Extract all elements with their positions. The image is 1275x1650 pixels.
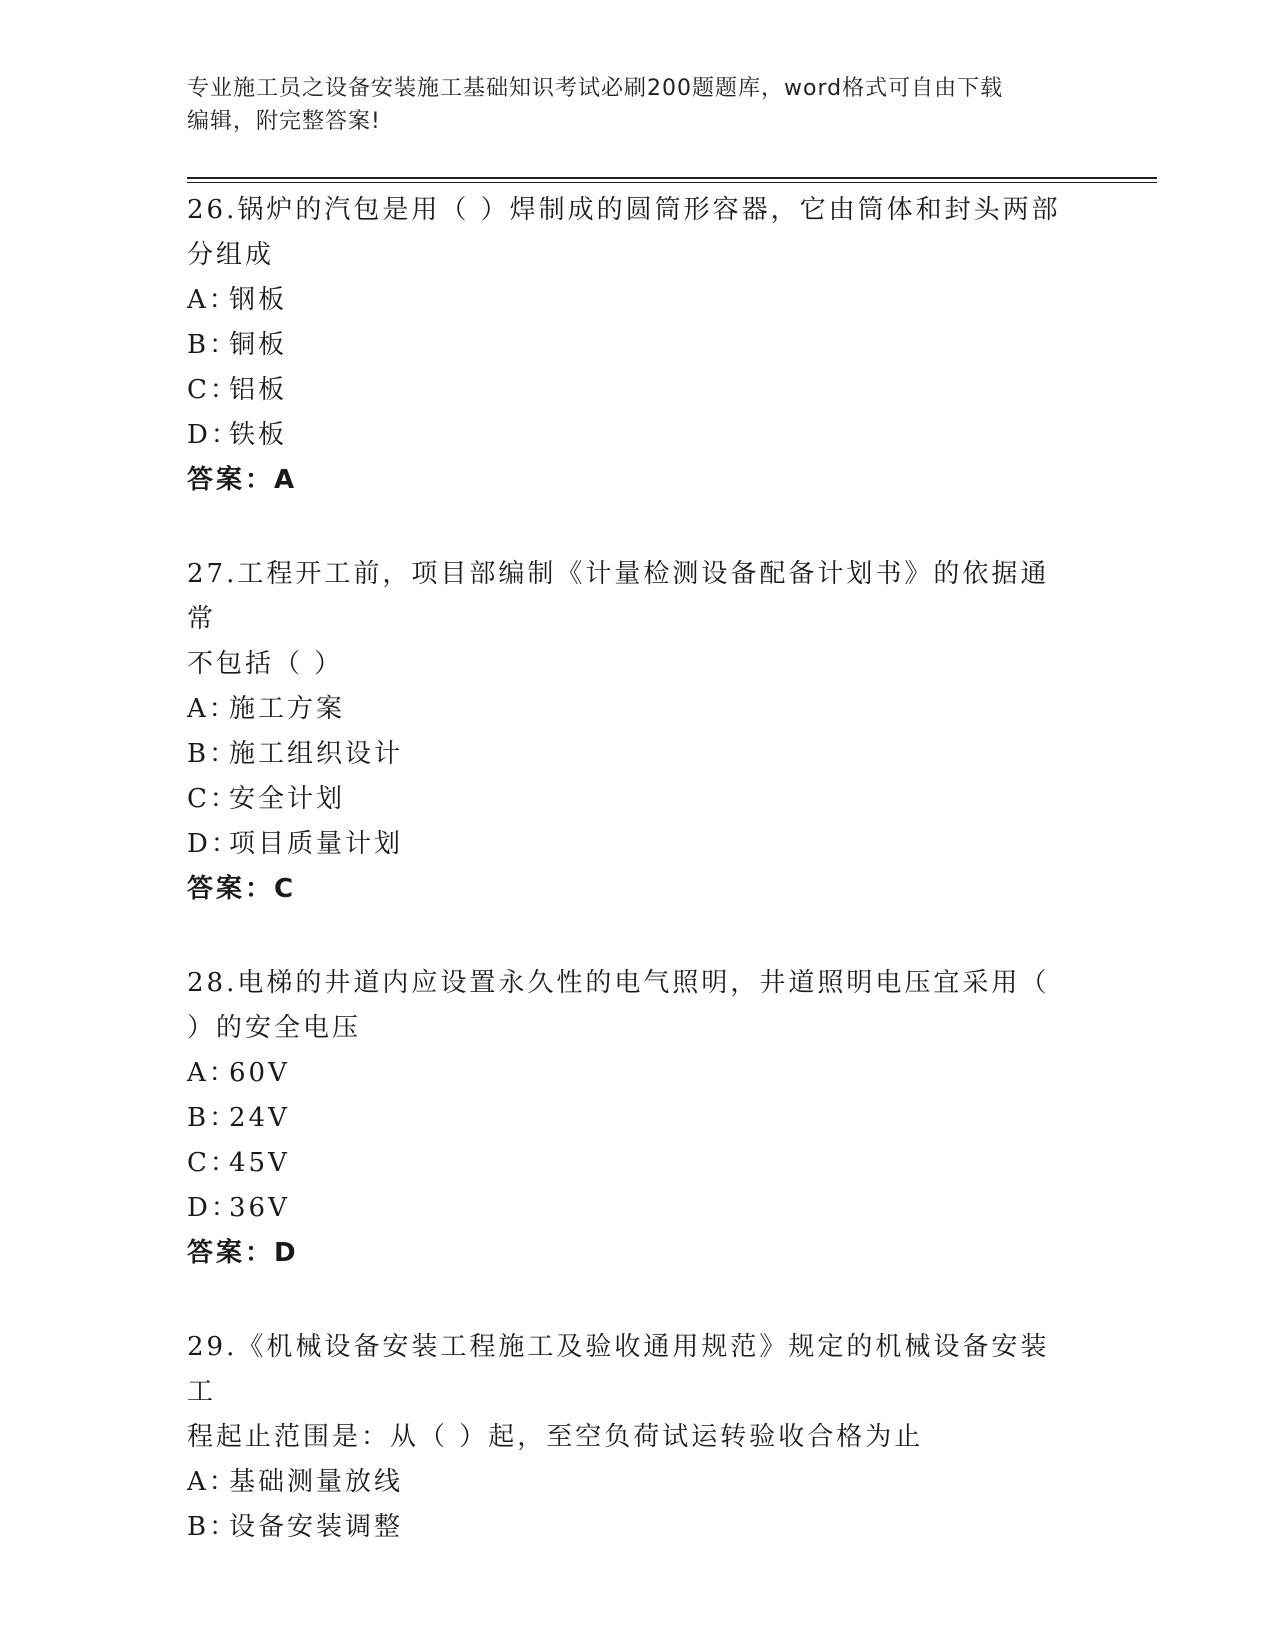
question-number: 26. — [187, 195, 238, 225]
answer-label: 答案：D — [187, 1238, 299, 1268]
header-line-1: 专业施工员之设备安装施工基础知识考试必刷200题题库，word格式可自由下载 — [187, 76, 1004, 101]
question-text — [187, 552, 1067, 642]
option-text: 45V — [229, 1148, 290, 1178]
answer-label: 答案：C — [187, 874, 297, 904]
question-26 — [187, 188, 1067, 503]
question-text-line-1: 锅炉的汽包是用（ ）焊制成的圆筒形容器，它由筒体和封头两部 — [237, 195, 1061, 225]
option-b — [187, 732, 1067, 777]
option-letter: D： — [187, 1193, 240, 1223]
option-c — [187, 1141, 1067, 1186]
option-a — [187, 1051, 1067, 1096]
option-text: 施工组织设计 — [229, 739, 404, 769]
question-text-line-1: 《机械设备安装工程施工及验收通用规范》规定的机械设备安装工 — [187, 1332, 1050, 1407]
question-text-line-2: 不包括（ ） — [187, 649, 344, 679]
option-letter: B： — [187, 739, 239, 769]
option-a — [187, 278, 1067, 323]
option-letter: B： — [187, 1103, 239, 1133]
option-b — [187, 1096, 1067, 1141]
option-b — [187, 1505, 1067, 1550]
option-letter: A： — [187, 285, 238, 315]
option-d — [187, 822, 1067, 867]
header-divider-thick — [187, 177, 1157, 179]
question-28 — [187, 961, 1067, 1276]
option-text: 铁板 — [229, 420, 288, 450]
option-text: 设备安装调整 — [229, 1512, 404, 1542]
question-text-line-1: 电梯的井道内应设置永久性的电气照明，井道照明电压宜采用（ — [237, 968, 1050, 998]
option-text: 项目质量计划 — [229, 829, 404, 859]
question-number: 27. — [187, 559, 238, 589]
question-text — [187, 188, 1067, 233]
question-list — [187, 188, 1067, 1599]
option-letter: C： — [187, 1148, 239, 1178]
option-text: 24V — [229, 1103, 290, 1133]
question-number: 28. — [187, 968, 238, 998]
option-letter: D： — [187, 420, 240, 450]
question-27 — [187, 552, 1067, 912]
option-letter: A： — [187, 1058, 238, 1088]
option-text: 安全计划 — [229, 784, 346, 814]
option-a — [187, 1460, 1067, 1505]
option-letter: C： — [187, 375, 239, 405]
option-text: 36V — [229, 1193, 290, 1223]
question-text — [187, 961, 1067, 1006]
option-letter: B： — [187, 330, 239, 360]
option-text: 施工方案 — [229, 694, 346, 724]
option-a — [187, 687, 1067, 732]
question-number: 29. — [187, 1332, 238, 1362]
option-letter: A： — [187, 694, 238, 724]
option-letter: C： — [187, 784, 239, 814]
option-d — [187, 1186, 1067, 1231]
option-text: 60V — [229, 1058, 290, 1088]
question-text-line-1: 工程开工前，项目部编制《计量检测设备配备计划书》的依据通常 — [187, 559, 1050, 634]
question-text-line-2: ）的安全电压 — [187, 1013, 362, 1043]
question-text-line-2: 分组成 — [187, 240, 275, 270]
option-letter: A： — [187, 1467, 238, 1497]
option-text: 基础测量放线 — [229, 1467, 404, 1497]
header-line-2: 编辑，附完整答案! — [187, 109, 381, 134]
option-letter: B： — [187, 1512, 239, 1542]
option-d — [187, 413, 1067, 458]
option-c — [187, 777, 1067, 822]
option-c — [187, 368, 1067, 413]
option-text: 铝板 — [229, 375, 288, 405]
document-header — [187, 72, 1067, 138]
option-b — [187, 323, 1067, 368]
question-text-line-2: 程起止范围是：从（ ）起，至空负荷试运转验收合格为止 — [187, 1422, 924, 1452]
option-text: 铜板 — [229, 330, 288, 360]
question-29 — [187, 1325, 1067, 1550]
header-divider-thin — [187, 182, 1157, 183]
option-letter: D： — [187, 829, 240, 859]
option-text: 钢板 — [229, 285, 288, 315]
question-text — [187, 1325, 1067, 1415]
answer-label: 答案：A — [187, 465, 298, 495]
